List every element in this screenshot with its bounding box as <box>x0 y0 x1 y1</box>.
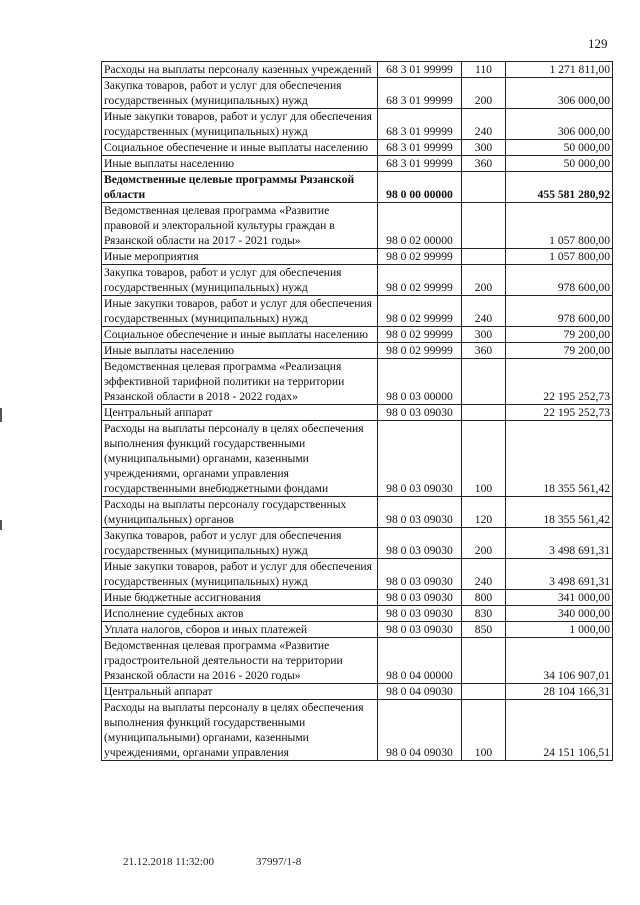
row-name: Расходы на выплаты персоналу государственных (муниципальных) органов <box>102 497 378 528</box>
row-code: 98 0 02 00000 <box>378 203 462 249</box>
scan-margin-mark <box>0 520 2 530</box>
row-code: 98 0 02 99999 <box>378 343 462 359</box>
row-code: 98 0 03 09030 <box>378 405 462 421</box>
row-code: 68 3 01 99999 <box>378 140 462 156</box>
row-expense-type: 240 <box>462 559 506 590</box>
row-sum: 1 057 800,00 <box>506 249 613 265</box>
row-code: 98 0 02 99999 <box>378 265 462 296</box>
row-code: 98 0 03 09030 <box>378 622 462 638</box>
row-sum: 18 355 561,42 <box>506 421 613 497</box>
row-name: Уплата налогов, сборов и иных платежей <box>102 622 378 638</box>
row-name: Социальное обеспечение и иные выплаты населению <box>102 140 378 156</box>
row-code: 98 0 03 09030 <box>378 559 462 590</box>
table-row <box>102 249 613 265</box>
row-expense-type <box>462 203 506 249</box>
row-sum: 79 200,00 <box>506 343 613 359</box>
row-code: 68 3 01 99999 <box>378 78 462 109</box>
row-code: 98 0 04 09030 <box>378 684 462 700</box>
row-expense-type: 200 <box>462 528 506 559</box>
page-number: 129 <box>588 36 608 51</box>
row-code: 98 0 00 00000 <box>378 172 462 203</box>
row-name: Расходы на выплаты персоналу в целях обеспечения выполнения функций государственными (муниципальными) органами, казенными учреждениями, органами управления <box>102 700 378 761</box>
row-expense-type <box>462 172 506 203</box>
row-name: Ведомственные целевые программы Рязанской области <box>102 172 378 203</box>
table-row <box>102 638 613 684</box>
table-row <box>102 421 613 497</box>
row-code: 68 3 01 99999 <box>378 109 462 140</box>
row-name: Расходы на выплаты персоналу в целях обеспечения выполнения функций государственными (муниципальными) органами, казенными учреждениями, органами управления государственными внебюджетными фондами <box>102 421 378 497</box>
table-row <box>102 622 613 638</box>
row-code: 68 3 01 99999 <box>378 62 462 78</box>
row-code: 68 3 01 99999 <box>378 156 462 172</box>
table-row <box>102 203 613 249</box>
row-sum: 978 600,00 <box>506 265 613 296</box>
row-name: Закупка товаров, работ и услуг для обеспечения государственных (муниципальных) нужд <box>102 265 378 296</box>
table-row <box>102 156 613 172</box>
scan-margin-mark <box>0 408 2 422</box>
row-expense-type: 360 <box>462 343 506 359</box>
row-code: 98 0 02 99999 <box>378 296 462 327</box>
table-row <box>102 559 613 590</box>
row-sum: 22 195 252,73 <box>506 359 613 405</box>
budget-table-body <box>102 62 613 761</box>
row-name: Ведомственная целевая программа «Развитие градостроительной деятельности на территории Рязанской области на 2016 - 2020 годы» <box>102 638 378 684</box>
row-expense-type: 360 <box>462 156 506 172</box>
row-sum: 24 151 106,51 <box>506 700 613 761</box>
table-row <box>102 684 613 700</box>
row-expense-type <box>462 638 506 684</box>
table-row <box>102 78 613 109</box>
row-code: 98 0 03 09030 <box>378 590 462 606</box>
row-code: 98 0 03 09030 <box>378 497 462 528</box>
table-row <box>102 606 613 622</box>
row-sum: 306 000,00 <box>506 109 613 140</box>
row-name: Ведомственная целевая программа «Развитие правовой и электоральной культуры граждан в Рязанской области на 2017 - 2021 годы» <box>102 203 378 249</box>
row-code: 98 0 02 99999 <box>378 327 462 343</box>
row-name: Ведомственная целевая программа «Реализация эффективной тарифной политики на территории Рязанской области в 2018 - 2022 годах» <box>102 359 378 405</box>
row-expense-type: 830 <box>462 606 506 622</box>
table-row <box>102 343 613 359</box>
row-name: Иные закупки товаров, работ и услуг для обеспечения государственных (муниципальных) нужд <box>102 109 378 140</box>
row-name: Закупка товаров, работ и услуг для обеспечения государственных (муниципальных) нужд <box>102 528 378 559</box>
row-name: Иные выплаты населению <box>102 156 378 172</box>
row-sum: 50 000,00 <box>506 140 613 156</box>
row-expense-type <box>462 359 506 405</box>
row-sum: 50 000,00 <box>506 156 613 172</box>
row-expense-type: 110 <box>462 62 506 78</box>
table-row <box>102 172 613 203</box>
row-code: 98 0 03 09030 <box>378 606 462 622</box>
table-row <box>102 497 613 528</box>
row-name: Закупка товаров, работ и услуг для обеспечения государственных (муниципальных) нужд <box>102 78 378 109</box>
row-expense-type: 300 <box>462 140 506 156</box>
row-sum: 18 355 561,42 <box>506 497 613 528</box>
row-sum: 3 498 691,31 <box>506 528 613 559</box>
row-code: 98 0 04 00000 <box>378 638 462 684</box>
row-name: Социальное обеспечение и иные выплаты населению <box>102 327 378 343</box>
row-code: 98 0 03 09030 <box>378 421 462 497</box>
row-code: 98 0 02 99999 <box>378 249 462 265</box>
row-sum: 341 000,00 <box>506 590 613 606</box>
row-expense-type: 300 <box>462 327 506 343</box>
row-sum: 978 600,00 <box>506 296 613 327</box>
row-sum: 455 581 280,92 <box>506 172 613 203</box>
row-name: Иные закупки товаров, работ и услуг для обеспечения государственных (муниципальных) нужд <box>102 559 378 590</box>
row-expense-type: 100 <box>462 700 506 761</box>
table-row <box>102 140 613 156</box>
row-expense-type: 200 <box>462 78 506 109</box>
row-expense-type: 120 <box>462 497 506 528</box>
footer-date: 21.12.2018 11:32:00 <box>123 856 214 868</box>
row-sum: 1 271 811,00 <box>506 62 613 78</box>
row-expense-type <box>462 249 506 265</box>
row-name: Центральный аппарат <box>102 405 378 421</box>
table-row <box>102 327 613 343</box>
row-name: Иные закупки товаров, работ и услуг для обеспечения государственных (муниципальных) нужд <box>102 296 378 327</box>
row-name: Иные бюджетные ассигнования <box>102 590 378 606</box>
row-name: Исполнение судебных актов <box>102 606 378 622</box>
row-name: Иные выплаты населению <box>102 343 378 359</box>
row-expense-type: 240 <box>462 109 506 140</box>
row-sum: 340 000,00 <box>506 606 613 622</box>
row-sum: 1 000,00 <box>506 622 613 638</box>
table-row <box>102 700 613 761</box>
row-sum: 34 106 907,01 <box>506 638 613 684</box>
row-code: 98 0 03 00000 <box>378 359 462 405</box>
table-row <box>102 590 613 606</box>
row-sum: 3 498 691,31 <box>506 559 613 590</box>
row-expense-type: 800 <box>462 590 506 606</box>
row-code: 98 0 04 09030 <box>378 700 462 761</box>
budget-table <box>101 61 613 761</box>
row-expense-type: 200 <box>462 265 506 296</box>
row-expense-type <box>462 405 506 421</box>
row-name: Иные мероприятия <box>102 249 378 265</box>
row-expense-type: 100 <box>462 421 506 497</box>
row-expense-type: 240 <box>462 296 506 327</box>
footer-doc-id: 37997/1-8 <box>256 856 302 868</box>
row-sum: 22 195 252,73 <box>506 405 613 421</box>
row-sum: 1 057 800,00 <box>506 203 613 249</box>
table-row <box>102 265 613 296</box>
table-row <box>102 528 613 559</box>
row-sum: 28 104 166,31 <box>506 684 613 700</box>
table-row <box>102 109 613 140</box>
table-row <box>102 405 613 421</box>
row-name: Центральный аппарат <box>102 684 378 700</box>
row-sum: 79 200,00 <box>506 327 613 343</box>
table-row <box>102 296 613 327</box>
table-row <box>102 62 613 78</box>
row-code: 98 0 03 09030 <box>378 528 462 559</box>
row-expense-type <box>462 684 506 700</box>
row-sum: 306 000,00 <box>506 78 613 109</box>
row-expense-type: 850 <box>462 622 506 638</box>
row-name: Расходы на выплаты персоналу казенных учреждений <box>102 62 378 78</box>
table-row <box>102 359 613 405</box>
